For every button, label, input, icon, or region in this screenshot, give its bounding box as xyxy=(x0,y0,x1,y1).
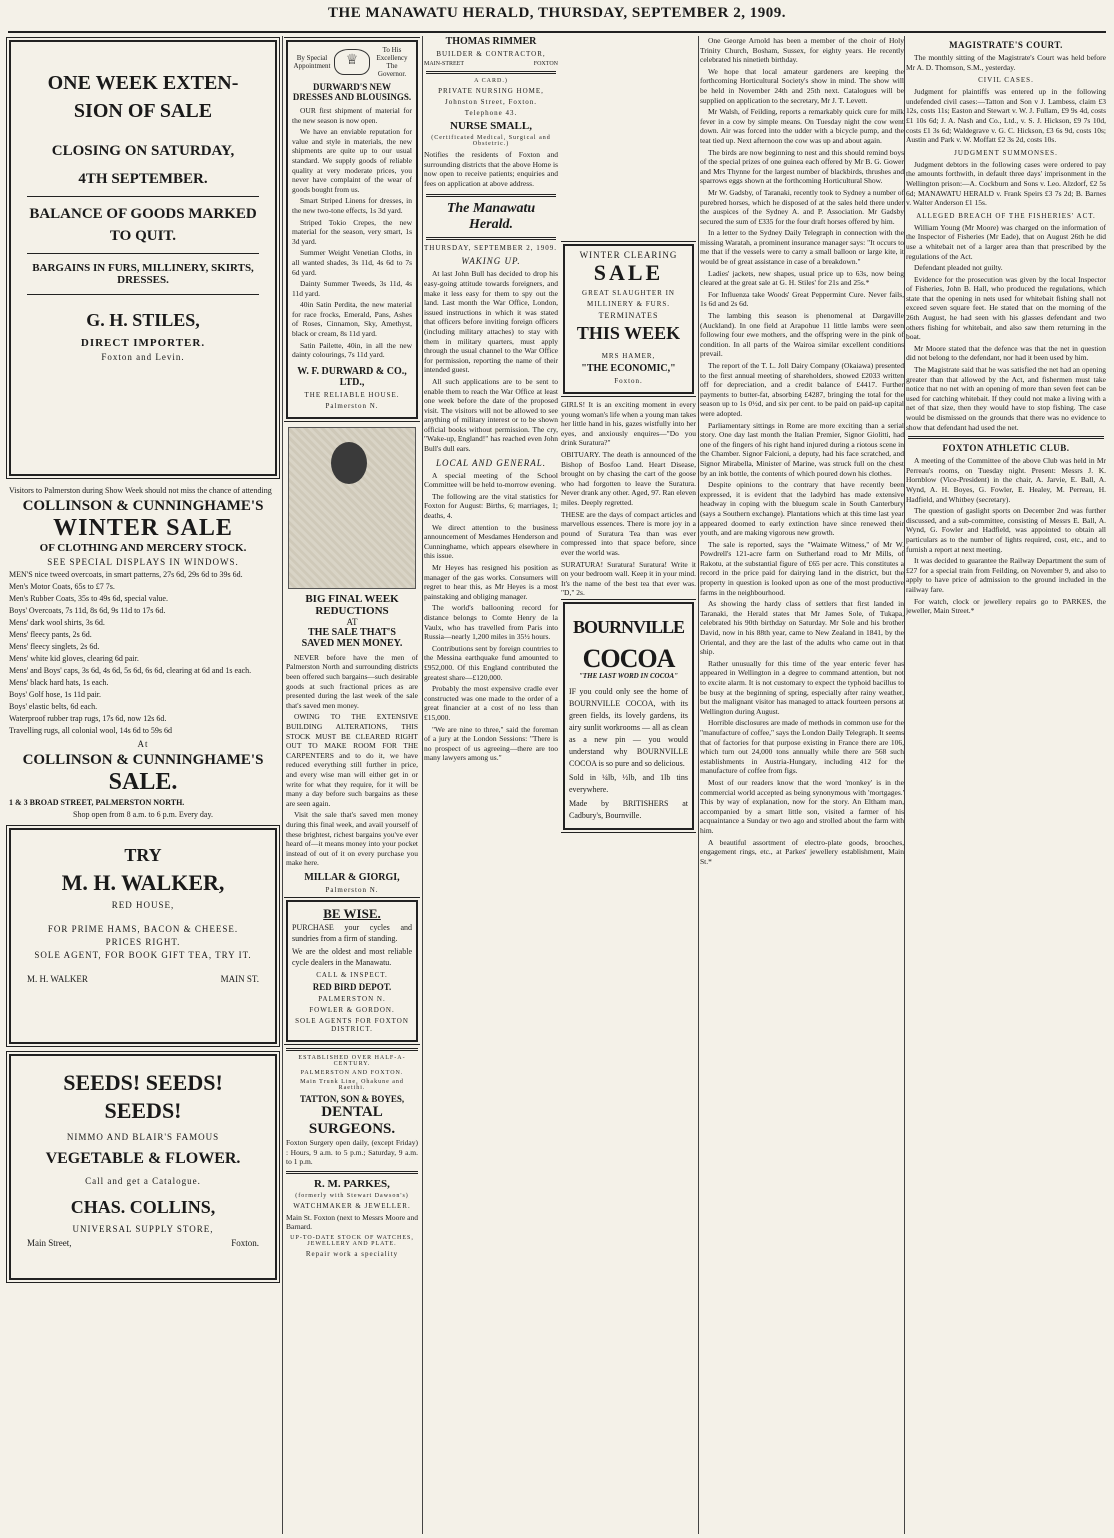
local-paragraph: We direct attention to the business announcement of Mesdames Henderson and Cunninghame, which appears elsewhere in this issue. xyxy=(424,522,558,561)
rimmer-name: THOMAS RIMMER xyxy=(445,36,537,47)
divider xyxy=(908,436,1104,439)
court-intro: The monthly sitting of the Magistrate's Court was held before Mr A. D. Thomson, S.M., yesterday. xyxy=(906,53,1106,72)
tatton-est: ESTABLISHED OVER HALF-A-CENTURY. xyxy=(298,1054,406,1067)
rimmer-advert xyxy=(424,36,558,67)
nursing-tel: Telephone 43. xyxy=(464,109,518,117)
tatton-name: TATTON, SON & BOYES, xyxy=(299,1093,405,1104)
collinson-advert xyxy=(9,486,277,820)
divider xyxy=(426,194,556,197)
economic-l3: GREAT SLAUGHTER IN xyxy=(582,289,675,297)
herald-date: THURSDAY, SEPTEMBER 2, 1909. xyxy=(424,244,558,253)
divider xyxy=(27,253,259,254)
tatton-places: PALMERSTON AND FOXTON. xyxy=(300,1069,404,1076)
economic-l4: MILLINERY & FURS. xyxy=(586,300,671,308)
collinson-item: Waterproof rubber trap rugs, 17s 6d, now 12s 6d. xyxy=(9,714,167,723)
economic-l1: WINTER CLEARING xyxy=(579,250,678,260)
nursing-cert: (Certificated Medical, Surgical and Obstetric.) xyxy=(431,135,551,147)
column-rule xyxy=(422,36,423,1534)
economic-l5: TERMINATES xyxy=(598,311,659,320)
bournville-tag: "THE LAST WORD IN COCOA" xyxy=(578,671,679,680)
durward-house: THE RELIABLE HOUSE. xyxy=(304,390,400,399)
durward-title: DURWARD'S NEW DRESSES AND BLOUSINGS. xyxy=(292,82,412,102)
local-paragraph: "We are nine to three," said the foreman of a jury at the London Sessions: "There is no prospect of us agreeing—there are too many lawyers among us." xyxy=(424,724,558,763)
athletic-paragraph: The question of gaslight sports on December 2nd was further discussed, and a sub-committee, consisting of Messrs E. Ball, A. Wynd, G. Fowler and Hadfield, was appointed to obtain all particulars as to the number of lights required, cost, etc., and to furnish a report at next meeting. xyxy=(906,506,1106,554)
news-paragraph: As showing the hardy class of settlers that first landed in Taranaki, the Herald states that Mr James Sole, of Tukapa, celebrated his 90th birthday on Saturday. Mr Sole and his brother David, now in his 88th year, came to New Zealand in 1841, by the Oriental, and they are the last of the adults who came out in that ship. xyxy=(700,599,904,657)
collinson-special: SEE SPECIAL DISPLAYS IN WINDOWS. xyxy=(47,557,239,567)
local-paragraph: Mr W. Gadsby, of Taranaki, recently took to Sydney a number of purebred horses, which he disposed of at the sales held there under the auspices of the Sydney A. and P. Association. Mr Gadsby secured the sum of £335 for the four draft horses offered by him. xyxy=(700,187,904,226)
local-paragraph: Probably the most expensive cradle ever constructed was one made to the order of a great financier at a cost of no less than £15,000. xyxy=(424,684,558,722)
durward-header xyxy=(292,46,412,78)
collinson-address: 1 & 3 BROAD STREET, PALMERSTON NORTH. xyxy=(9,798,185,807)
fisheries-paragraph: William Young (Mr Moore) was charged on the information of the Inspector of Fisheries (Mr Eade), that on August 26th he did use a whitebait net of a larger area than that prescribed by the regulations of the Act. xyxy=(906,222,1106,261)
local-paragraph: The following are the vital statistics for Foxton for August: Births, 6; marriages, 1; deaths, 4. xyxy=(424,491,558,521)
small-ad: SURATURA! Suratura! Suratura! Write it on your bedroom wall. Keep it in your mind. It's the name of the best tea that ever was. "D," 2s. xyxy=(561,559,696,598)
man-reading-illustration xyxy=(288,427,416,589)
column-rule xyxy=(282,36,283,1534)
bewise-advert xyxy=(286,900,418,1042)
bournville-advert xyxy=(563,602,694,830)
seeds-store: UNIVERSAL SUPPLY STORE, xyxy=(72,1224,214,1234)
durward-paragraph: We have an enviable reputation for value and style in materials, the new shipments are quite up to our usual standard. We supply goods of reliable quality at very moderate prices, you never have complaint of the wear of goods bought from us. xyxy=(292,127,412,194)
local-paragraph: A special meeting of the School Committee will be held to-morrow evening. xyxy=(424,470,558,490)
nursing-card: A CARD.) xyxy=(474,78,508,84)
parkes-address: Main St. Foxton (next to Messrs Moore and Barnard. xyxy=(286,1212,418,1232)
walker-advert xyxy=(9,828,277,1044)
athletic-paragraph: It was decided to guarantee the Railway Department the sum of £27 for a special train from Feilding, on November 9, and also to apply to have price of admission to the ground included in the railway fare. xyxy=(906,556,1106,594)
local-paragraph: Mr Walsh, of Feilding, reports a remarkably quick cure for milk fever in a cow by simple means. On Tuesday night the cow went down. Air was forced into the udder with a bicycle pump, and the teat tied up. Next afternoon the cow was up and about again. xyxy=(700,107,904,145)
seeds-line2: VEGETABLE & FLOWER. xyxy=(45,1150,241,1167)
parkes-trade: WATCHMAKER & JEWELLER. xyxy=(293,1201,411,1210)
local-paragraph: Contributions sent by foreign countries to the Messina earthquake fund amounted to £952,000. Of this England contributed the greatest share—£120,000. xyxy=(424,643,558,682)
walker-line1: FOR PRIME HAMS, BACON & CHEESE. xyxy=(47,924,239,934)
collinson-stock: OF CLOTHING AND MERCERY STOCK. xyxy=(39,542,247,554)
bournville-logo: BOURNVILLE xyxy=(572,616,685,637)
collinson-name: COLLINSON & CUNNINGHAME'S xyxy=(22,498,264,514)
millar-title4: THE SALE THAT'S xyxy=(308,626,396,638)
seeds-title: SEEDS! SEEDS! xyxy=(63,1070,223,1095)
durward-paragraph: Summer Weight Venetian Cloths, in all wanted shades, 3s 11d, 4s 6d to 7s 6d yard. xyxy=(292,248,412,277)
millar-title5: SAVED MEN MONEY. xyxy=(301,637,403,649)
seeds-foot-left: Main Street, xyxy=(27,1238,72,1248)
tatton-advert xyxy=(286,1055,418,1167)
parkes-advert xyxy=(286,1178,418,1258)
collinson-intro: Visitors to Palmerston during Show Week should not miss the chance of attending xyxy=(9,486,272,495)
collinson-item: Mens' dark wool shirts, 3s 6d. xyxy=(9,618,105,627)
news-paragraph: Horrible disclosures are made of methods in common use for the "manufacture of coffee," says the London Daily Telegraph. It seems that of factories for that purpose existing in France there are 106, which turn out 24,000 tons annually while there are 568 such establishments in Austria-Hungary, including 412 for the manufacture of coffee from figs. xyxy=(700,718,904,776)
masthead-rule xyxy=(8,31,1106,33)
fisheries-paragraph: The Magistrate said that he was satisfied the net had an opening greater than that allowed by the Act, and fishermen must take notice that no net with an opening of more than seven feet can be used for catching whitebait. If they could not make a living with a net of that size, then they would have to stop fishing. The case would be dismissed on the grounds that there was no evidence to show that defendant had used the net. xyxy=(906,365,1106,432)
walker-try: TRY xyxy=(124,845,162,865)
parkes-repair: Repair work a speciality xyxy=(305,1249,399,1258)
collinson-at: At xyxy=(137,739,149,749)
bournville-p1: IF you could only see the home of BOURNVILLE COCOA, with its green fields, its lovely gardens, its airy sunlit workrooms — all as clean as a new pin — you would understand why BOURNVILLE COCOA is so pure and so delicious. xyxy=(569,686,688,768)
editorial-paragraph: All such applications are to be sent to enable them to reach the War Office at least one week before the date of the proposed visit. The visitors will not be allowed to see anything of military interest or to be shown official books without permission. The cry, "Wake-up, England!" has reached even John Bull's dull ears. xyxy=(424,376,558,454)
local-news-b xyxy=(700,36,904,309)
durward-paragraph: 40in Satin Perdita, the new material for race frocks, Emerald, Pans, Ashes of Roses, Cinnamon, Sky, Amethyst, black or cream, 8s 11d yard. xyxy=(292,300,412,339)
news-paragraph: Rather unusually for this time of the year enteric fever has appeared in Wellington in a degree to command attention, but not to excite alarm. It is not customary to expect the typhoid bacillus to be busy at the beginning of spring, especially after rainy weather, but the malignant visitor has managed to attack fourteen persons at Wellington during August. xyxy=(700,658,904,716)
athletic-body xyxy=(906,456,1106,616)
rimmer-trade: BUILDER & CONTRACTOR, xyxy=(436,50,546,58)
athletic-paragraph: For watch, clock or jewellery repairs go to PARKES, the jeweller, Main Street.* xyxy=(906,596,1106,616)
durward-paragraph: OUR first shipment of material for the new season is now open. xyxy=(292,106,412,125)
durward-body xyxy=(292,106,412,360)
economic-advert xyxy=(563,244,694,394)
collinson-item: Mens' white kid gloves, clearing 6d pair. xyxy=(9,654,139,663)
seeds-advert xyxy=(9,1054,277,1280)
stiles-line6: BARGAINS IN FURS, MILLINERY, SKIRTS, DRESSES. xyxy=(32,262,254,286)
collinson-item: Mens' fleecy pants, 2s 6d. xyxy=(9,630,92,639)
economic-l9: Foxton. xyxy=(614,377,643,385)
durward-left: By Special Appointment xyxy=(293,54,331,70)
cocoa-logo: COCOA xyxy=(582,643,675,673)
local-paragraph: Mr Heyes has resigned his position as manager of the gas works. Consumers will regret to hear this, as Mr Heyes is a most painstaking and obliging manager. xyxy=(424,563,558,601)
news-paragraph: A beautiful assortment of electro-plate goods, brooches, engagement rings, etc., at Parkes' jewellery establishment, Main St.* xyxy=(700,837,904,866)
seeds-name: CHAS. COLLINS, xyxy=(70,1197,216,1217)
tatton-title: DENTAL SURGEONS. xyxy=(308,1103,396,1137)
fisheries-paragraph: Evidence for the prosecution was given by the local Inspector of Fisheries, John B. Hall, who produced the regulations, which state that the opening in nets used for whitebait fishing shall not exceed seven square feet. He stated that on the morning of the 26th August, he had seen with his glasses defendant and two others fishing for whitebait, and also saw them returning in the boat. xyxy=(906,274,1106,342)
local-paragraph: Ladies' jackets, new shapes, usual price up to 63s, now being cleared at the great sale at G. H. Stiles' for 21s and 25s.* xyxy=(700,268,904,288)
collinson-items xyxy=(9,570,277,736)
suratura-small-ads xyxy=(561,400,696,598)
divider xyxy=(27,196,259,197)
column-4-paragraphs xyxy=(700,311,904,866)
millar-p3: Visit the sale that's saved men money during this final week, and avail yourself of these brightest, richest bargains you've ever heard of—it means money into your pocket instead of out of it on every purchase you make here. xyxy=(286,810,418,868)
millar-title2: REDUCTIONS xyxy=(315,604,389,617)
column-3-ads xyxy=(424,36,558,1534)
collinson-item: Boys' Golf hose, 1s 11d pair. xyxy=(9,690,102,699)
parkes-stock: UP-TO-DATE STOCK OF WATCHES, JEWELLERY AND PLATE. xyxy=(290,1234,414,1247)
nursing-name: NURSE SMALL, xyxy=(450,120,532,132)
economic-l2: SALE xyxy=(593,260,664,285)
editorial-paragraph: At last John Bull has decided to drop his easy-going attitude towards foreigners, and make it less easy for them to spy out the land. Last month the War Office, London, issued instructions in which it was stated that officers before inviting foreign officers (including military attaches) to stay with them in military quarters, must apply through the usual channel to the War Office for permission, reporting the name of their intended guest. xyxy=(424,269,558,375)
collinson-item: Boys' elastic belts, 6d each. xyxy=(9,702,98,711)
durward-paragraph: Dainty Summer Tweeds, 3s 11d, 4s 11d yard. xyxy=(292,279,412,298)
rimmer-right: FOXTON xyxy=(533,61,558,67)
collinson-sale-2: SALE. xyxy=(108,769,178,795)
bewise-p3: CALL & INSPECT. xyxy=(316,970,388,979)
parkes-former: (formerly with Stewart Dawson's) xyxy=(295,1192,409,1199)
divider xyxy=(426,71,556,74)
column-5-inner xyxy=(906,36,1106,1534)
column-2 xyxy=(284,36,420,1534)
durward-place: Palmerston N. xyxy=(325,401,379,410)
bournville-p2: Sold in ¼lb, ½lb, and 1lb tins everywhere. xyxy=(569,772,688,794)
fisheries-paragraph: Defendant pleaded not guilty. xyxy=(914,263,1003,273)
economic-l8: "THE ECONOMIC," xyxy=(581,363,676,374)
stiles-line4: 4TH SEPTEMBER. xyxy=(78,171,208,187)
local-head: LOCAL AND GENERAL. xyxy=(436,457,546,468)
durward-right: To His Excellency The Governor. xyxy=(376,46,408,78)
stiles-advert xyxy=(9,40,277,476)
column-3-right xyxy=(561,36,696,1534)
local-paragraph: For Influenza take Woods' Great Peppermint Cure. Never fails, 1s 6d and 2s 6d. xyxy=(700,289,904,309)
millar-title3: AT xyxy=(346,616,358,627)
collinson-hours: Shop open from 8 a.m. to 6 p.m. Every day. xyxy=(73,810,213,819)
local-paragraph: We hope that local amateur gardeners are keeping the forthcoming Horticultural Society's show in mind. The show will be held in November 24th and 25th next. Catalogues will be supplied on application to the secretary, Mr J. T. Levett. xyxy=(700,66,904,105)
collinson-item: Mens' and Boys' caps, 3s 6d, 4s 6d, 5s 6d, 6s 6d, clearing at 6d and 1s each. xyxy=(9,666,252,675)
small-ad: OBITUARY. The death is announced of the Bishop of Bosfoo Land. Heart Disease, brought on by chasing the cart of the goose who had forgotten to leave the Suratura. Never drank any other. Aged, 97. Ran eleven miles. Deeply regretted. xyxy=(561,449,696,507)
bournville-p3: Made by BRITISHERS at Cadbury's, Bournville. xyxy=(569,798,688,820)
column-4 xyxy=(700,36,904,1534)
bewise-title: BE WISE. xyxy=(323,905,381,921)
nursing-addr: Johnston Street, Foxton. xyxy=(444,98,538,106)
durward-paragraph: Satin Pailette, 40in, in all the new dainty colourings, 7s 11d yard. xyxy=(292,340,412,360)
bewise-p1: PURCHASE your cycles and sundries from a firm of standing. xyxy=(292,922,412,943)
walker-footer xyxy=(27,974,259,984)
walker-foot-right: MAIN ST. xyxy=(220,974,259,984)
divider xyxy=(426,237,556,240)
stiles-role: DIRECT IMPORTER. xyxy=(80,337,206,349)
durward-paragraph: Striped Tokio Crepes, the new material for the season, very smart, 1s 3d yard. xyxy=(292,217,412,246)
seeds-footer xyxy=(27,1238,259,1248)
stiles-line5: BALANCE OF GOODS MARKED TO QUIT. xyxy=(29,206,257,244)
nursing-body: Notifies the residents of Foxton and surrounding districts that the above Home is now open to receive patients; enquiries and fees on application at above address. xyxy=(424,150,558,188)
divider xyxy=(286,1171,418,1174)
collinson-item: MEN'S nice tweed overcoats, in smart patterns, 27s 6d, 29s 6d to 39s 6d. xyxy=(9,570,243,579)
editorial-head: WAKING UP. xyxy=(461,256,521,267)
walker-line2: PRICES RIGHT. xyxy=(105,937,181,947)
economic-l6: THIS WEEK xyxy=(576,323,681,343)
news-paragraph: Most of our readers know that the word 'monkey' is in the commercial world accepted as being synonymous with 'mortgages.' This by way of explanation, now for the story. An Eltham man, accompanied by a smart little son, visited a farmer of his acquaintance a Sunday or two ago and strolled about the farm with him. xyxy=(700,777,904,835)
seeds-line3: Call and get a Catalogue. xyxy=(85,1176,201,1186)
durward-advert xyxy=(286,40,418,419)
column-5 xyxy=(906,36,1110,1534)
judgment-body: Judgment debtors in the following cases were ordered to pay the amounts forthwith, in default three days' imprisonment in the Wellington prison:—A. Cockburn and Sons v. Leo. Alzdorf, £2 5s 6d; MANAWATU HERALD v. Frank Speirs £3 7s 2d; B. Barnes v. Walter Anderson £1 15s. xyxy=(906,159,1106,208)
collinson-item: Men's Rubber Coats, 35s to 49s 6d, special value. xyxy=(9,594,168,603)
divider xyxy=(27,294,259,295)
herald-title: The Manawatu Herald. xyxy=(446,201,536,233)
athletic-head: FOXTON ATHLETIC CLUB. xyxy=(942,443,1070,454)
news-paragraph: The report of the T. L. Joll Dairy Company (Okaiawa) presented to the first annual meeting of shareholders, showed £2033 written off for depreciation, and a credit balance of £4417. Further payments to butter-fat, absorbing £4287, bringing the total for the season up to 1s 0½d, and six per cent. to be paid on paid-up capital were adopted. xyxy=(700,361,904,418)
walker-line3: SOLE AGENT, FOR BOOK GIFT TEA, TRY IT. xyxy=(34,950,252,960)
walker-house: RED HOUSE, xyxy=(111,900,175,910)
millar-name: MILLAR & GIORGI, xyxy=(304,871,400,883)
rimmer-left: MAIN-STREET xyxy=(424,61,464,67)
durward-paragraph: Smart Striped Linens for dresses, in the new two-tone effects, 1s 3d yard. xyxy=(292,196,412,215)
local-paragraph: In a letter to the Sydney Daily Telegraph in connection with the missing Waratah, a prominent insurance manager says: "It occurs to me that if the vessels were to carry a small balloon or large kite, it would be of great assistance in case of a breakdown." xyxy=(700,228,904,267)
economic-l7: MRS HAMER, xyxy=(601,352,656,360)
rimmer-footer xyxy=(424,61,558,67)
civil-head: CIVIL CASES. xyxy=(978,76,1034,85)
news-paragraph: The lambing this season is phenomenal at Dargaville (Auckland). In one field at Arapohue 11 little lambs were seen following four ewe mothers, and the offspring were in the pink of condition. In all parts of the Wairoa similar excellent conditions prevail. xyxy=(700,311,904,359)
millar-title1: BIG FINAL WEEK xyxy=(305,592,399,605)
collinson-item: Mens' fleecy singlets, 2s 6d. xyxy=(9,642,100,651)
local-news-a xyxy=(424,471,558,763)
tatton-hours: Foxton Surgery open daily, (except Friday) : Hours, 9 a.m. to 5 p.m.; Saturday, 9 a.m. to 1 p.m. xyxy=(286,1137,418,1167)
small-ad: GIRLS! It is an exciting moment in every young woman's life when a young man takes her little hand in his, gazes wistfully into her eyes, and anxiously enquires—"Do you drink Suratura?" xyxy=(561,400,696,448)
stiles-place: Foxton and Levin. xyxy=(101,352,185,362)
stiles-line3: CLOSING ON SATURDAY, xyxy=(51,143,235,159)
fisheries-paragraph: Mr Moore stated that the defence was that the net in question did not belong to the defendant, nor had it been used by him. xyxy=(906,343,1106,363)
stiles-name: G. H. STILES, xyxy=(86,310,200,330)
walker-name: M. H. WALKER, xyxy=(61,870,225,895)
local-paragraph: The world's ballooning record for distance belongs to Comte Henry de la Vaulx, who has travelled from Paris into Russia—nearly 1,200 miles in 35½ hours. xyxy=(424,603,558,642)
news-paragraph: Despite opinions to the contrary that have recently been expressed, it is evident that the ladybird has made extensive headway in coping with the bluegum scale in South Canterbury (says a Southern exchange). Plantations which at this time last year appeared doomed to early extinction have since renewed their youth, and are making vigorous new growth. xyxy=(700,480,904,538)
fisheries-head: ALLEGED BREACH OF THE FISHERIES' ACT. xyxy=(916,211,1096,220)
column-rule xyxy=(904,36,905,1534)
bewise-agents: SOLE AGENTS FOR FOXTON DISTRICT. xyxy=(295,1016,409,1033)
millar-place: Palmerston N. xyxy=(325,885,379,894)
court-head: MAGISTRATE'S COURT. xyxy=(949,40,1063,50)
millar-advert xyxy=(286,427,418,894)
nursing-advert xyxy=(424,78,558,188)
civil-body: Judgment for plaintiffs was entered up in the following undefended civil cases:—Tatton and Son v J. Lambess, claim £3 12s, costs 11s; Easton and Stewart v. W. J. Fullam, £9 9s 4d, costs £1 10s 6d; J. A. Nash and Co., Ltd., v. S. J. Hickson, £9 7s 10d, costs £1 3s 6d; Waldegrave v. G. C. Hickson, £3 6s 9d, costs 10s; Austin and Park v. W. Moffatt £2 3s 2d, costs 10s. xyxy=(906,87,1106,145)
durward-name: W. F. DURWARD & CO., LTD., xyxy=(297,365,407,388)
news-paragraph: The sale is reported, says the "Waimate Witness," of Mr W. Powdrell's 121-acre farm on Sutherland road to Mr Mills, of Rakotu, at the substantial figure of £65 per acre. This constitutes a record in the price paid for dairying land in the district, but the property in question is looked upon as one of the most productive farms in the neighbourhood. xyxy=(700,539,904,597)
column-1 xyxy=(6,36,280,1534)
bewise-p2: We are the oldest and most reliable cycle dealers in the Manawatu. xyxy=(292,946,412,967)
seeds-line1: NIMMO AND BLAIR'S FAMOUS xyxy=(66,1132,220,1142)
bewise-place: PALMERSTON N. xyxy=(318,994,386,1003)
news-paragraph: Parliamentary sittings in Rome are more exciting than a serial story. One day last month the Italian Premier, Signor Giolitti, had one of the fingers of his right hand injured during a riotous scene in the Chamber. Signor Falcioni, a deputy, had his face scratched, and Signor Mirabella, Minister of Marine, was struck full on the chest by an ink bottle, the contents of which poured down his clothes. xyxy=(700,420,904,478)
collinson-item: Travelling rugs, all colonial wool, 14s 6d to 59s 6d xyxy=(9,726,173,735)
small-ad: THESE are the days of compact articles and marvellous essences. There is more joy in a pound of Suratura Tea than was ever compressed into that space before, since ever the world was. xyxy=(561,509,696,557)
collinson-item: Boys' Overcoats, 7s 11d, 8s 6d, 9s 11d to 17s 6d. xyxy=(9,606,166,615)
collinson-sale: WINTER SALE xyxy=(53,515,233,541)
collinson-item: Mens' black hard hats, 1s each. xyxy=(9,678,109,687)
seeds-title-2: SEEDS! xyxy=(104,1098,182,1123)
editorial-body xyxy=(424,269,558,453)
masthead: THE MANAWATU HERALD, THURSDAY, SEPTEMBER 2, 1909. xyxy=(328,5,786,21)
collinson-item: Men's Motor Coats, 65s to £7 7s. xyxy=(9,582,115,591)
bewise-depot: RED BIRD DEPOT. xyxy=(312,981,392,992)
athletic-paragraph: A meeting of the Committee of the above Club was held in Mr Perreau's rooms, on Tuesday night. Present: Messrs J. K. Hornblow (Vice-President) in the chair, A. Jarvie, E. Ball, A. Wynd, A. H. Boyes, G. Fowler, E. Healey, M. Perreau, H. Hadfield, and Whitbey (secretary). xyxy=(906,456,1106,504)
parkes-name: R. M. PARKES, xyxy=(314,1177,390,1190)
divider xyxy=(286,1048,418,1051)
tatton-line: Main Trunk Line, Ohakune and Raetihi. xyxy=(300,1078,404,1091)
nursing-home: PRIVATE NURSING HOME, xyxy=(438,87,544,95)
collinson-name-2: COLLINSON & CUNNINGHAME'S xyxy=(22,752,264,768)
royal-crest-icon: ♕ xyxy=(334,49,370,75)
stiles-line1: ONE WEEK EXTEN- xyxy=(47,72,239,94)
local-paragraph: The birds are now beginning to nest and this should remind boys of the special prizes of one guinea each offered by Mr B. G. Gower and Mrs Thynne for the largest number of blackbirds, thrushes and sparrows eggs shown at the forthcoming Horticultural Show. xyxy=(700,147,904,186)
column-3 xyxy=(424,36,696,1534)
judgment-head: JUDGMENT SUMMONSES. xyxy=(954,148,1058,157)
millar-p1: NEVER before have the men of Palmerston North and surrounding districts been offered such bargains—such desirable goods at such fractional prices as are presented during the last week of the sale that's saved men money. xyxy=(286,652,418,710)
column-rule xyxy=(698,36,699,1534)
fisheries-body xyxy=(906,223,1106,432)
walker-foot-left: M. H. WALKER xyxy=(27,974,88,984)
millar-p2: OWING TO THE EXTENSIVE BUILDING ALTERATIONS, THIS STOCK MUST BE CLEARED RIGHT OUT TO MAKE ROOM FOR THE CARPENTERS and to do it, we have reduced everything still further in price, and every wise man will either get in or write for what they require, for it will be many a day before such bargains as these are seen again. xyxy=(286,712,418,808)
bewise-firm: FOWLER & GORDON. xyxy=(309,1005,395,1014)
local-paragraph: One George Arnold has been a member of the choir of Holy Trinity Church, Bosham, Sussex, for eighty years. He recently celebrated his ninetieth birthday. xyxy=(700,36,904,65)
stiles-line2: SION OF SALE xyxy=(73,100,213,122)
seeds-foot-right: Foxton. xyxy=(231,1238,259,1248)
